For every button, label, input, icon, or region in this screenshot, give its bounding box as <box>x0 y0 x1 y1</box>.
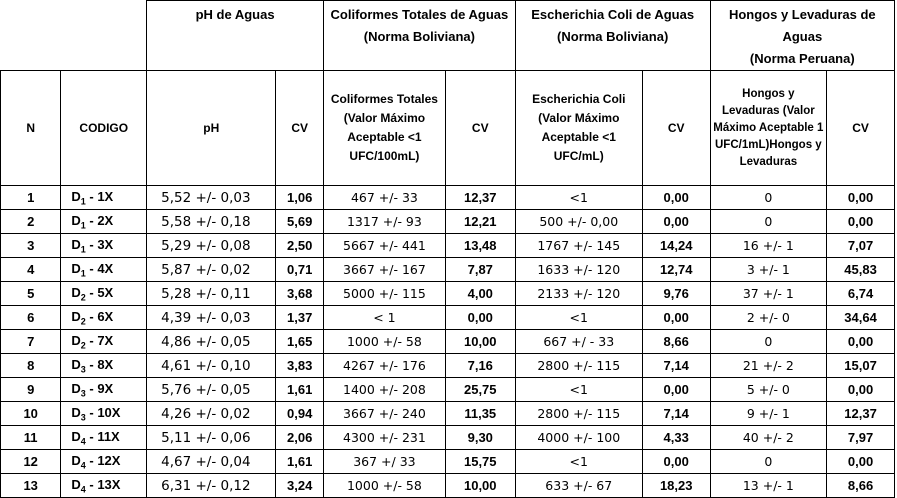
row-ph: 5,28 +/- 0,11 <box>147 282 276 306</box>
code-prefix: D <box>71 356 81 372</box>
row-cv-ecoli: 4,33 <box>642 426 710 450</box>
code-suffix: - 12X <box>85 452 121 468</box>
row-ecoli: 2800 +/- 115 <box>515 402 642 426</box>
row-cv-ecoli: 7,14 <box>642 354 710 378</box>
code-prefix: D <box>71 284 81 300</box>
code-suffix: - 2X <box>85 212 114 228</box>
row-ecoli: <1 <box>515 450 642 474</box>
code-subscript: 4 <box>80 436 86 447</box>
row-number: 8 <box>1 354 61 378</box>
row-cv-ecoli: 8,66 <box>642 330 710 354</box>
column-header-ph: pH <box>147 71 276 186</box>
group-header-hongos-norma: (Norma Peruana) <box>749 51 855 66</box>
code-subscript: 3 <box>80 412 86 423</box>
row-number: 6 <box>1 306 61 330</box>
code-suffix: - 13X <box>85 476 121 492</box>
row-ph: 5,52 +/- 0,03 <box>147 186 276 210</box>
row-ecoli: 500 +/- 0,00 <box>515 210 642 234</box>
row-cv-ecoli: 14,24 <box>642 234 710 258</box>
row-cv-coliformes: 13,48 <box>445 234 515 258</box>
row-number: 5 <box>1 282 61 306</box>
row-cv-hongos: 0,00 <box>827 450 895 474</box>
row-code <box>61 210 147 234</box>
row-hongos: 13 +/- 1 <box>710 474 827 498</box>
row-number: 11 <box>1 426 61 450</box>
column-header-n: N <box>1 71 61 186</box>
row-code <box>61 306 147 330</box>
code-prefix: D <box>71 236 81 252</box>
row-cv-hongos: 15,07 <box>827 354 895 378</box>
code-suffix: - 11X <box>85 428 120 444</box>
column-header-ecoli: Escherichia Coli (Valor Máximo Aceptable <1 UFC/mL) <box>515 71 642 186</box>
row-coliformes: 3667 +/- 240 <box>324 402 446 426</box>
row-cv-ecoli: 0,00 <box>642 186 710 210</box>
row-cv-coliformes: 11,35 <box>445 402 515 426</box>
row-cv-coliformes: 10,00 <box>445 474 515 498</box>
row-cv-hongos: 34,64 <box>827 306 895 330</box>
row-coliformes: 1317 +/- 93 <box>324 210 446 234</box>
row-cv-ecoli: 9,76 <box>642 282 710 306</box>
group-header-ecoli <box>515 1 710 71</box>
row-cv-hongos: 0,00 <box>827 210 895 234</box>
column-header-hongos: Hongos y Levaduras (Valor Máximo Aceptable 1 UFC/1mL)Hongos y Levaduras <box>710 71 827 186</box>
row-number: 13 <box>1 474 61 498</box>
row-hongos: 3 +/- 1 <box>710 258 827 282</box>
group-header-hongos <box>710 1 894 71</box>
code-prefix: D <box>71 380 81 396</box>
row-coliformes: 467 +/- 33 <box>324 186 446 210</box>
row-code <box>61 402 147 426</box>
code-prefix: D <box>71 188 81 204</box>
row-code <box>61 378 147 402</box>
row-cv-ecoli: 7,14 <box>642 402 710 426</box>
group-header-ecoli-title: Escherichia Coli de Aguas <box>531 7 695 22</box>
row-cv-hongos: 7,07 <box>827 234 895 258</box>
row-ecoli: 1633 +/- 120 <box>515 258 642 282</box>
table-row <box>1 306 895 330</box>
row-ecoli: <1 <box>515 378 642 402</box>
row-hongos: 0 <box>710 186 827 210</box>
code-subscript: 1 <box>80 244 86 255</box>
row-coliformes: 1000 +/- 58 <box>324 330 446 354</box>
code-subscript: 3 <box>80 364 86 375</box>
row-cv-coliformes: 4,00 <box>445 282 515 306</box>
row-cv-ph: 3,83 <box>276 354 324 378</box>
row-cv-ph: 3,68 <box>276 282 324 306</box>
row-ecoli: 1767 +/- 145 <box>515 234 642 258</box>
code-subscript: 4 <box>80 484 86 495</box>
table-body <box>1 186 895 498</box>
row-code <box>61 186 147 210</box>
code-prefix: D <box>71 428 81 444</box>
row-coliformes: 5667 +/- 441 <box>324 234 446 258</box>
code-prefix: D <box>71 452 81 468</box>
group-header-ecoli-norma: (Norma Boliviana) <box>557 29 669 44</box>
row-ph: 4,61 +/- 0,10 <box>147 354 276 378</box>
row-hongos: 0 <box>710 210 827 234</box>
group-header-ph <box>147 1 324 71</box>
column-header-cv-coliformes: CV <box>445 71 515 186</box>
row-cv-ph: 2,06 <box>276 426 324 450</box>
row-ecoli: <1 <box>515 186 642 210</box>
code-prefix: D <box>71 308 81 324</box>
row-ph: 5,58 +/- 0,18 <box>147 210 276 234</box>
row-number: 10 <box>1 402 61 426</box>
row-hongos: 2 +/- 0 <box>710 306 827 330</box>
column-header-cv-hongos: CV <box>827 71 895 186</box>
code-suffix: - 9X <box>85 380 114 396</box>
row-ecoli: 4000 +/- 100 <box>515 426 642 450</box>
row-cv-coliformes: 25,75 <box>445 378 515 402</box>
row-number: 9 <box>1 378 61 402</box>
row-hongos: 16 +/- 1 <box>710 234 827 258</box>
row-cv-coliformes: 7,87 <box>445 258 515 282</box>
code-subscript: 3 <box>80 388 86 399</box>
row-ph: 4,67 +/- 0,04 <box>147 450 276 474</box>
row-cv-ecoli: 18,23 <box>642 474 710 498</box>
table-row <box>1 186 895 210</box>
row-coliformes: 1000 +/- 58 <box>324 474 446 498</box>
group-header-row <box>1 1 895 71</box>
row-code <box>61 354 147 378</box>
row-ecoli: 2133 +/- 120 <box>515 282 642 306</box>
row-ph: 5,87 +/- 0,02 <box>147 258 276 282</box>
group-header-coliformes-title: Coliformes Totales de Aguas <box>330 7 509 22</box>
row-ph: 4,86 +/- 0,05 <box>147 330 276 354</box>
code-subscript: 1 <box>80 220 86 231</box>
row-cv-coliformes: 15,75 <box>445 450 515 474</box>
row-cv-coliformes: 10,00 <box>445 330 515 354</box>
row-coliformes: 4267 +/- 176 <box>324 354 446 378</box>
row-cv-hongos: 8,66 <box>827 474 895 498</box>
table-row <box>1 210 895 234</box>
table-row <box>1 474 895 498</box>
group-header-ph-title: pH de Aguas <box>195 7 275 22</box>
table-row <box>1 450 895 474</box>
row-cv-hongos: 12,37 <box>827 402 895 426</box>
column-header-cv-ph: CV <box>276 71 324 186</box>
row-hongos: 5 +/- 0 <box>710 378 827 402</box>
row-ecoli: 633 +/- 67 <box>515 474 642 498</box>
row-cv-ecoli: 0,00 <box>642 450 710 474</box>
row-number: 1 <box>1 186 61 210</box>
row-cv-ph: 0,94 <box>276 402 324 426</box>
row-cv-hongos: 45,83 <box>827 258 895 282</box>
table-row <box>1 426 895 450</box>
row-ph: 4,39 +/- 0,03 <box>147 306 276 330</box>
row-hongos: 21 +/- 2 <box>710 354 827 378</box>
row-coliformes: 1400 +/- 208 <box>324 378 446 402</box>
row-hongos: 40 +/- 2 <box>710 426 827 450</box>
row-cv-hongos: 0,00 <box>827 378 895 402</box>
row-code <box>61 258 147 282</box>
code-suffix: - 10X <box>85 404 121 420</box>
row-cv-hongos: 7,97 <box>827 426 895 450</box>
code-subscript: 2 <box>80 340 86 351</box>
row-coliformes: 5000 +/- 115 <box>324 282 446 306</box>
row-ecoli: 667 +/ - 33 <box>515 330 642 354</box>
row-cv-ph: 5,69 <box>276 210 324 234</box>
row-cv-hongos: 0,00 <box>827 186 895 210</box>
code-subscript: 2 <box>80 316 86 327</box>
code-subscript: 1 <box>80 196 86 207</box>
row-code <box>61 474 147 498</box>
table-row <box>1 378 895 402</box>
column-header-row <box>1 71 895 186</box>
code-prefix: D <box>71 260 81 276</box>
table-row <box>1 258 895 282</box>
code-subscript: 4 <box>80 460 86 471</box>
table-row <box>1 354 895 378</box>
column-header-codigo: CODIGO <box>61 71 147 186</box>
table-row <box>1 282 895 306</box>
code-suffix: - 5X <box>85 284 114 300</box>
row-coliformes: < 1 <box>324 306 446 330</box>
blank-corner <box>1 1 147 71</box>
row-hongos: 9 +/- 1 <box>710 402 827 426</box>
row-hongos: 0 <box>710 450 827 474</box>
row-cv-ph: 1,65 <box>276 330 324 354</box>
row-coliformes: 367 +/ 33 <box>324 450 446 474</box>
row-cv-ecoli: 0,00 <box>642 210 710 234</box>
row-cv-ph: 0,71 <box>276 258 324 282</box>
row-hongos: 0 <box>710 330 827 354</box>
row-cv-ph: 1,37 <box>276 306 324 330</box>
row-cv-ecoli: 12,74 <box>642 258 710 282</box>
code-suffix: - 3X <box>85 236 114 252</box>
table-row <box>1 330 895 354</box>
code-prefix: D <box>71 212 81 228</box>
row-cv-coliformes: 9,30 <box>445 426 515 450</box>
row-number: 7 <box>1 330 61 354</box>
row-cv-coliformes: 0,00 <box>445 306 515 330</box>
row-cv-ecoli: 0,00 <box>642 378 710 402</box>
row-cv-ph: 1,06 <box>276 186 324 210</box>
row-cv-ph: 2,50 <box>276 234 324 258</box>
row-code <box>61 282 147 306</box>
group-header-hongos-title: Hongos y Levaduras de Aguas <box>728 7 876 44</box>
code-prefix: D <box>71 476 81 492</box>
row-code <box>61 330 147 354</box>
row-number: 12 <box>1 450 61 474</box>
table-row <box>1 402 895 426</box>
row-number: 3 <box>1 234 61 258</box>
code-prefix: D <box>71 332 81 348</box>
row-cv-coliformes: 7,16 <box>445 354 515 378</box>
code-suffix: - 8X <box>85 356 114 372</box>
row-cv-coliformes: 12,21 <box>445 210 515 234</box>
code-subscript: 2 <box>80 292 86 303</box>
row-cv-hongos: 0,00 <box>827 330 895 354</box>
row-coliformes: 3667 +/- 167 <box>324 258 446 282</box>
row-number: 2 <box>1 210 61 234</box>
row-code <box>61 234 147 258</box>
code-suffix: - 7X <box>85 332 114 348</box>
row-ecoli: <1 <box>515 306 642 330</box>
row-ph: 5,11 +/- 0,06 <box>147 426 276 450</box>
code-suffix: - 1X <box>85 188 114 204</box>
row-cv-ph: 3,24 <box>276 474 324 498</box>
row-cv-ph: 1,61 <box>276 378 324 402</box>
table-row <box>1 234 895 258</box>
column-header-cv-ecoli: CV <box>642 71 710 186</box>
code-suffix: - 6X <box>85 308 114 324</box>
row-cv-ph: 1,61 <box>276 450 324 474</box>
row-ph: 6,31 +/- 0,12 <box>147 474 276 498</box>
row-ph: 5,29 +/- 0,08 <box>147 234 276 258</box>
code-subscript: 1 <box>80 268 86 279</box>
group-header-coliformes <box>324 1 516 71</box>
row-cv-ecoli: 0,00 <box>642 306 710 330</box>
row-ph: 4,26 +/- 0,02 <box>147 402 276 426</box>
row-cv-hongos: 6,74 <box>827 282 895 306</box>
row-number: 4 <box>1 258 61 282</box>
code-prefix: D <box>71 404 81 420</box>
row-ph: 5,76 +/- 0,05 <box>147 378 276 402</box>
group-header-coliformes-norma: (Norma Boliviana) <box>363 29 475 44</box>
code-suffix: - 4X <box>85 260 114 276</box>
row-hongos: 37 +/- 1 <box>710 282 827 306</box>
row-ecoli: 2800 +/- 115 <box>515 354 642 378</box>
row-code <box>61 450 147 474</box>
row-coliformes: 4300 +/- 231 <box>324 426 446 450</box>
column-header-coliformes: Coliformes Totales (Valor Máximo Aceptable <1 UFC/100mL) <box>324 71 446 186</box>
row-cv-coliformes: 12,37 <box>445 186 515 210</box>
row-code <box>61 426 147 450</box>
